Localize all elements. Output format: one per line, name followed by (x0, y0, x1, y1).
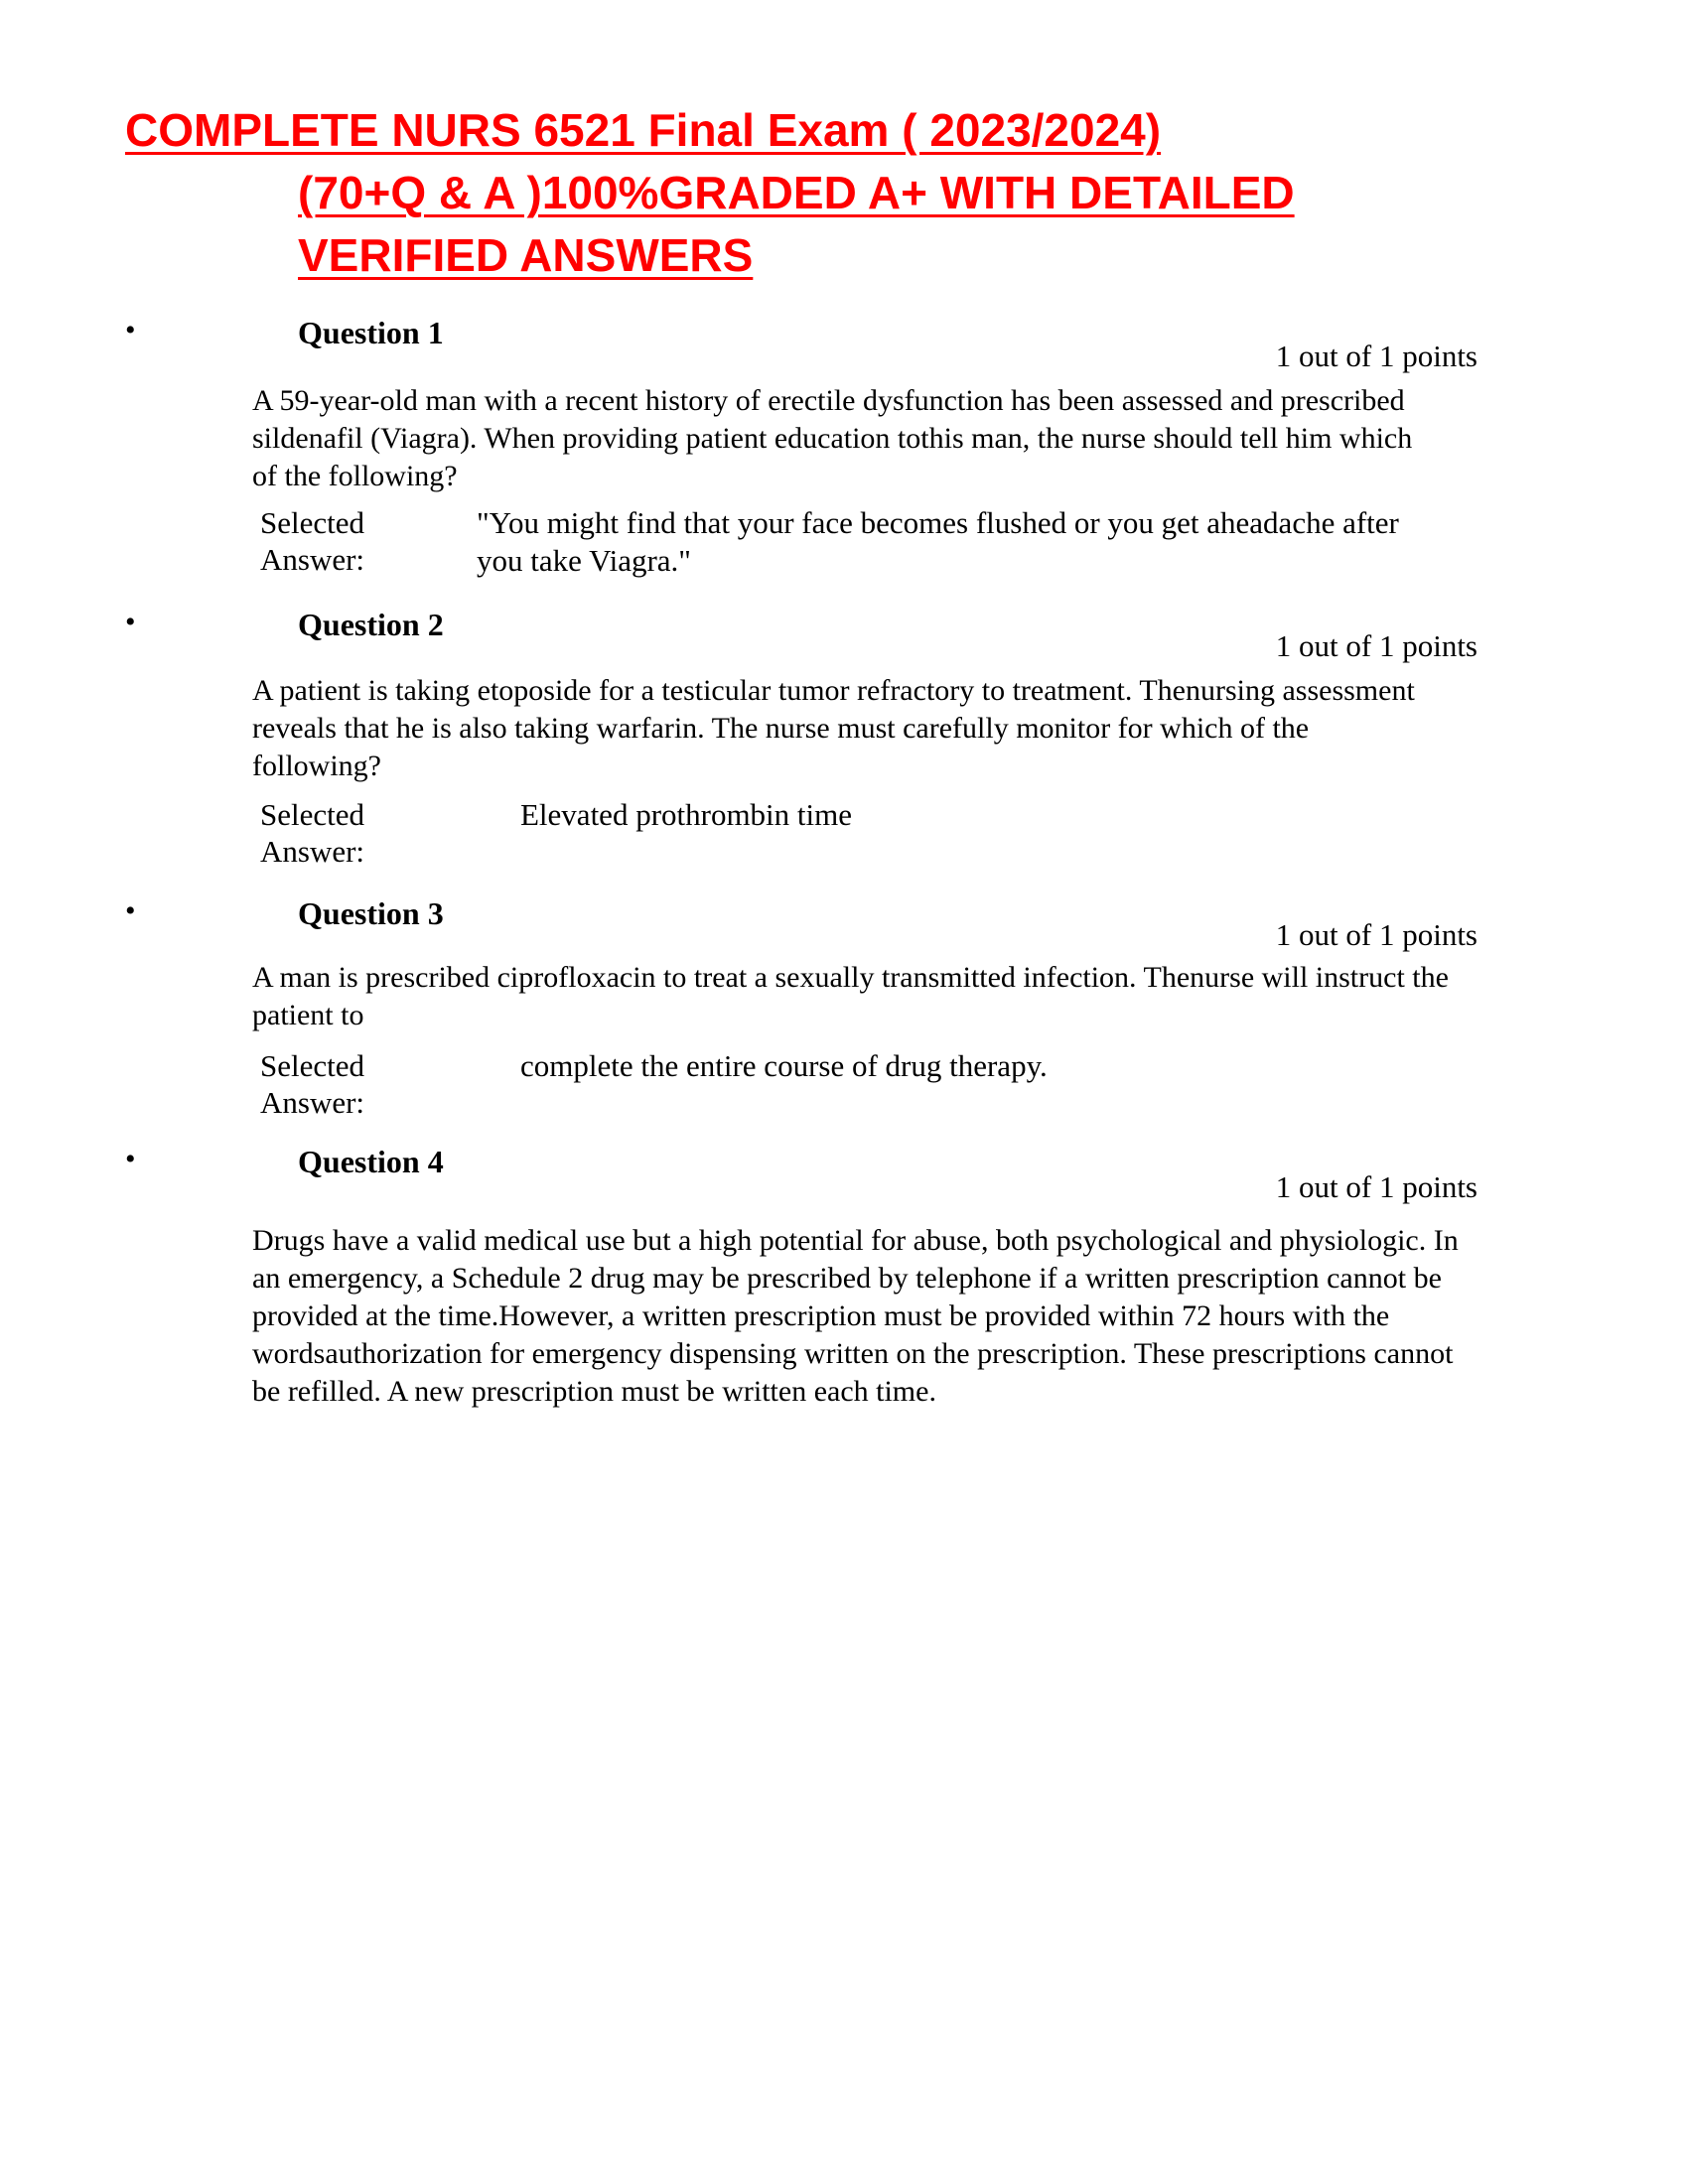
question-title: Question 4 (298, 1144, 444, 1179)
selected-answer-label: Selected Answer: (260, 797, 365, 869)
selected-answer: Elevated prothrombin time (520, 797, 853, 832)
title-line-1: COMPLETE NURS 6521 Final Exam ( 2023/2024) (125, 104, 1162, 156)
document-title (125, 99, 1515, 287)
selected-answer-label: Selected Answer: (260, 1048, 365, 1120)
question-points: 1 out of 1 points (1275, 339, 1477, 373)
bullet: • (125, 606, 136, 638)
selected-answer: complete the entire course of drug therapy. (520, 1048, 1048, 1083)
title-line-2: (70+Q & A )100%GRADED A+ WITH DETAILED (298, 167, 1295, 218)
question-title: Question 1 (298, 315, 444, 350)
bullet: • (125, 1143, 136, 1175)
question-title: Question 3 (298, 895, 444, 931)
selected-answer-label: Selected Answer: (260, 505, 365, 577)
question-text: A man is prescribed ciprofloxacin to treat a sexually transmitted infection. Thenurse will instruct the patient to (252, 961, 1449, 1031)
question-text: A 59-year-old man with a recent history of erectile dysfunction has been assessed and prescribed sildenafil (Viagra). When providing patient education tothis man, the nurse should tell him which of the following? (252, 384, 1413, 492)
question-title: Question 2 (298, 607, 444, 642)
bullet: • (125, 894, 136, 927)
title-line-3: VERIFIED ANSWERS (298, 229, 754, 281)
question-text: Drugs have a valid medical use but a high potential for abuse, both psychological and physiologic. In an emergency, a Schedule 2 drug may be prescribed by telephone if a written prescription cannot be provided at the time.However, a written prescription must be provided within 72 hours with the wordsauthorization for emergency dispensing written on the prescription. These prescriptions cannot be refilled. A new prescription must be written each time. (252, 1224, 1459, 1408)
question-points: 1 out of 1 points (1275, 1169, 1477, 1204)
bullet: • (125, 314, 136, 346)
question-text: A patient is taking etoposide for a testicular tumor refractory to treatment. Thenursing assessment reveals that he is also taking warfarin. The nurse must carefully monitor for which of the following? (252, 674, 1415, 782)
selected-answer: "You might find that your face becomes flushed or you get aheadache after you take Viagra." (477, 505, 1399, 578)
question-points: 1 out of 1 points (1275, 917, 1477, 952)
question-points: 1 out of 1 points (1275, 628, 1477, 663)
